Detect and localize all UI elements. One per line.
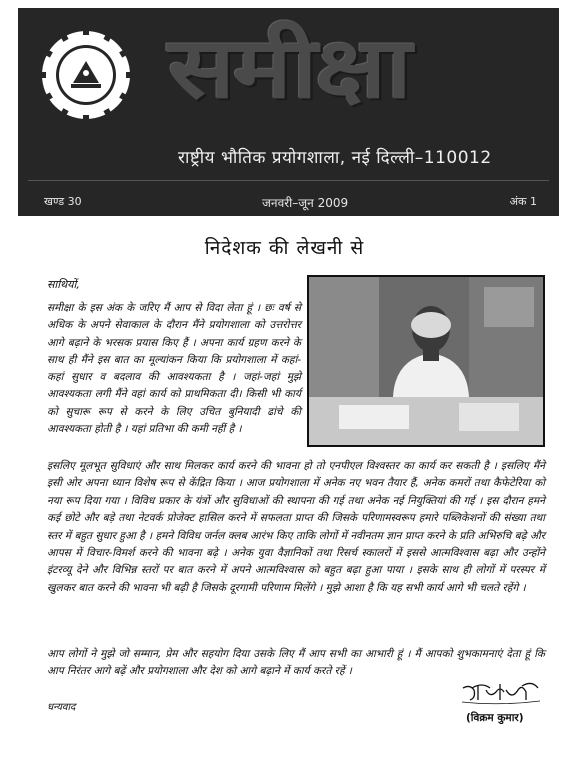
masthead-divider	[28, 180, 549, 181]
article-heading: निदेशक की लेखनी से	[204, 237, 365, 259]
volume-label: खण्ड 30	[44, 195, 82, 208]
article-second-paragraph: आप लोगों ने मुझे जो सम्मान, प्रेम और सहयोग दिया उसके लिए मैं आप सभी का आभारी हूं । मैं आपको शुभकामनाएं देता हूं कि आप निरंतर आगे बढ़ें और प्रयोगशाला और देश को आगे बढ़ाने में कार्य करते रहें ।	[47, 648, 545, 678]
closing-thanks: धन्यवाद	[47, 702, 76, 713]
signatory-name: (विक्रम कुमार)	[466, 712, 524, 724]
issue-number: अंक 1	[509, 195, 537, 208]
masthead	[18, 8, 559, 216]
npl-logo-icon	[40, 29, 132, 121]
article-body-text: इसलिए मूलभूत सुविधाएं और साथ मिलकर कार्य करने की भावना हो तो एनपीएल विश्वस्तर का कार्य कर सकती है । इसलिए मैंने इसी ओर अपना ध्यान विशेष रूप से केंद्रित किया । आज प्रयोगशाला में अनेक नए भवन तैयार हैं, अनेक कमरों तथा कैफेटेरिया को नया रूप दिया गया । विविध प्रकार के यंत्रों और सुविधाओं की स्थापना की गई तथा अनेक नई नियुक्तियां की गई । इस दौरान हमने कई छोटे और बड़े तथा नेटवर्क प्रोजेक्ट हासिल करने में सफलता प्राप्त की जिसके परिणामस्वरूप हमारे पब्लिकेशनों की संख्या तथा स्तर में बहुत सुधार हुआ है । हमने विविध जर्नल क्लब आरंभ किए ताकि लोगों में नवीनतम ज्ञान प्राप्त करने के प्रति अभिरुचि बढ़े और आपस में विचार-विमर्श करने की भावना बढ़े । अनेक युवा वैज्ञानिकों तथा रिसर्च स्कालरों में इससे आत्मविश्वास बढ़ा और उन्होंने इंटरव्यू देने और विभिन्न स्तरों पर बात करने में अपने आत्मविश्वास को बहुत बढ़ा हुआ पाया । इसके साथ ही लोगों में परस्पर में खुलकर बात करने की भावना भी बढ़ी है जिसके दूरगामी परिणाम मिलेंगे । मुझे आशा है कि यह सभी कार्य आगे भी चलते रहेंगे ।	[47, 460, 545, 594]
magazine-title: समीक्षा	[168, 19, 410, 117]
article-column-text: समीक्षा के इस अंक के जरिए मैं आप से विदा लेता हूं । छः वर्ष से अधिक के अपने सेवाकाल के दौरान मैंने प्रयोगशाला को उत्तरोत्तर आगे बढ़ाने के भरसक प्रयास किए हैं । अपना कार्य ग्रहण करने के साथ ही मैंने इस बात का मूल्यांकन किया कि प्रयोगशाला में कहां-कहां सुधार व बदलाव की आवश्यकता है । जहां-जहां मुझे आवश्यकता लगी मैंने वहां कार्य को प्राथमिकता दी। किसी भी कार्य को सुचारू रूप से करने के लिए उचित बुनियादी ढांचे की आवश्यकता होती है । यहां प्रतिभा की कमी नहीं है ।	[47, 302, 301, 436]
salutation: साथियों,	[47, 278, 80, 291]
handwritten-signature	[460, 680, 542, 706]
issue-date: जनवरी–जून 2009	[262, 196, 349, 210]
director-photo	[307, 275, 545, 447]
lab-address: राष्ट्रीय भौतिक प्रयोगशाला, नई दिल्ली–110012	[178, 148, 492, 168]
